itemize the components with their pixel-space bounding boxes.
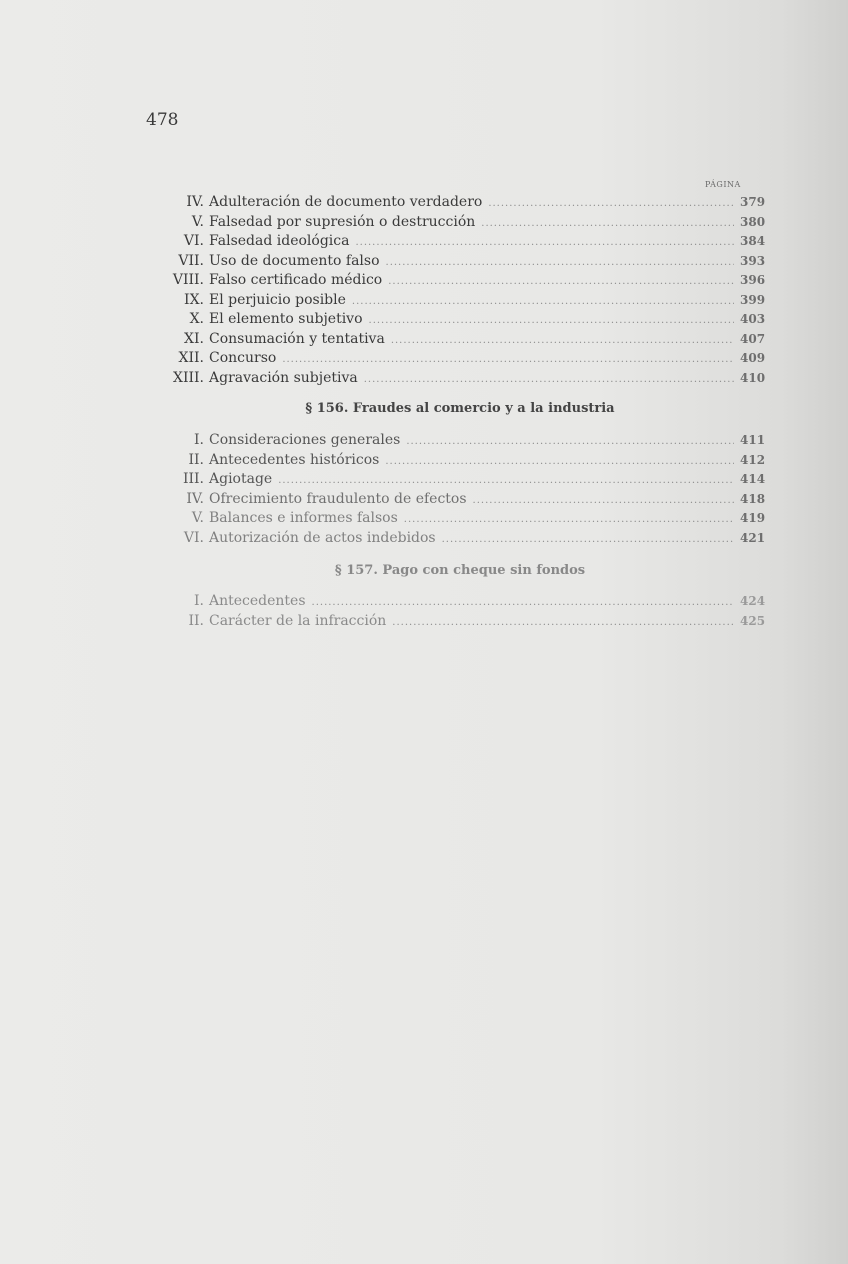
entry-title: Ofrecimiento fraudulento de efectos bbox=[209, 490, 467, 507]
toc-entry bbox=[150, 369, 770, 389]
entry-page-number: 412 bbox=[740, 452, 766, 467]
entry-page-number: 410 bbox=[740, 370, 766, 385]
toc-entry bbox=[150, 509, 770, 529]
toc-list bbox=[150, 193, 770, 388]
entry-title: El elemento subjetivo bbox=[209, 311, 363, 327]
toc-entry bbox=[150, 490, 770, 510]
entry-page-number: 379 bbox=[740, 195, 766, 209]
entry-number: I. bbox=[194, 432, 204, 448]
toc-entry bbox=[150, 612, 770, 632]
entry-title: Falsedad ideológica bbox=[209, 233, 350, 249]
entry-page-number: 425 bbox=[740, 613, 766, 628]
dot-leader bbox=[406, 432, 734, 452]
entry-title: Falso certificado médico bbox=[209, 272, 383, 288]
dot-leader bbox=[312, 593, 734, 613]
entry-number: IX. bbox=[184, 291, 204, 308]
entry-title: Concurso bbox=[209, 350, 277, 366]
entry-number: V. bbox=[191, 510, 204, 526]
section-heading-157: § 157. Pago con cheque sin fondos bbox=[334, 563, 586, 578]
entry-number: VII. bbox=[178, 252, 204, 269]
entry-number: II. bbox=[188, 612, 204, 629]
toc-entry bbox=[150, 271, 770, 291]
dot-leader bbox=[364, 370, 734, 390]
entry-title: El perjuicio posible bbox=[209, 291, 346, 308]
entry-title: Adulteración de documento verdadero bbox=[209, 194, 483, 210]
dot-leader bbox=[392, 613, 734, 633]
dot-leader bbox=[488, 194, 734, 214]
entry-number: III. bbox=[182, 471, 204, 487]
entry-number: VI. bbox=[183, 233, 204, 249]
toc-entry bbox=[150, 470, 770, 490]
entry-page-number: 399 bbox=[740, 292, 766, 307]
entry-number: V. bbox=[191, 213, 204, 230]
entry-number: XII. bbox=[178, 350, 204, 366]
entry-page-number: 396 bbox=[740, 273, 766, 287]
entry-title: Balances e informes falsos bbox=[209, 510, 398, 526]
entry-page-number: 384 bbox=[740, 234, 766, 248]
entry-title: Antecedentes bbox=[209, 593, 306, 609]
dot-leader bbox=[391, 331, 734, 351]
toc-entry bbox=[150, 213, 770, 233]
toc-list bbox=[150, 431, 770, 548]
entry-title: Agravación subjetiva bbox=[209, 369, 358, 386]
dot-leader bbox=[385, 452, 734, 472]
entry-number: I. bbox=[194, 593, 204, 609]
toc-entry bbox=[150, 252, 770, 272]
section-heading-156: § 156. Fraudes al comercio y a la industria bbox=[305, 401, 615, 416]
entry-title: Falsedad por supresión o destrucción bbox=[209, 213, 476, 230]
entry-page-number: 418 bbox=[740, 491, 766, 506]
entry-title: Autorización de actos indebidos bbox=[209, 529, 436, 546]
dot-leader bbox=[369, 311, 734, 331]
dot-leader bbox=[352, 292, 734, 312]
dot-leader bbox=[355, 233, 734, 253]
toc-entry bbox=[150, 529, 770, 549]
entry-title: Consideraciones generales bbox=[209, 432, 401, 448]
toc-entry bbox=[150, 451, 770, 471]
entry-page-number: 419 bbox=[740, 511, 766, 525]
entry-page-number: 409 bbox=[740, 351, 766, 365]
toc-list bbox=[150, 592, 770, 631]
toc-entry bbox=[150, 592, 770, 612]
dot-leader bbox=[282, 350, 734, 370]
dot-leader bbox=[481, 214, 734, 234]
entry-page-number: 414 bbox=[740, 472, 766, 486]
entry-page-number: 421 bbox=[740, 530, 766, 545]
entry-page-number: 403 bbox=[740, 312, 766, 326]
toc-entry bbox=[150, 330, 770, 350]
entry-title: Consumación y tentativa bbox=[209, 330, 385, 347]
dot-leader bbox=[404, 510, 734, 530]
entry-title: Agiotage bbox=[209, 471, 273, 487]
entry-title: Uso de documento falso bbox=[209, 252, 380, 269]
entry-number: XIII. bbox=[172, 369, 204, 386]
toc-entry bbox=[150, 310, 770, 330]
toc-entry bbox=[150, 232, 770, 252]
entry-number: XI. bbox=[184, 330, 204, 347]
entry-page-number: 380 bbox=[740, 214, 766, 229]
entry-page-number: 407 bbox=[740, 331, 766, 346]
toc-entry bbox=[150, 349, 770, 369]
entry-number: VI. bbox=[183, 529, 204, 546]
entry-number: IV. bbox=[186, 194, 204, 210]
entry-number: X. bbox=[189, 311, 204, 327]
entry-number: II. bbox=[188, 451, 204, 468]
dot-leader bbox=[442, 530, 734, 550]
dot-leader bbox=[278, 471, 734, 491]
dot-leader bbox=[473, 491, 734, 511]
page-number: 478 bbox=[146, 110, 179, 130]
entry-page-number: 424 bbox=[740, 594, 766, 608]
dot-leader bbox=[388, 272, 734, 292]
entry-number: VIII. bbox=[172, 272, 204, 288]
entry-number: IV. bbox=[186, 490, 204, 507]
entry-title: Antecedentes históricos bbox=[209, 451, 380, 468]
entry-page-number: 411 bbox=[740, 433, 766, 447]
toc-entry bbox=[150, 431, 770, 451]
entry-title: Carácter de la infracción bbox=[209, 612, 387, 629]
entry-page-number: 393 bbox=[740, 253, 766, 268]
toc-entry bbox=[150, 193, 770, 213]
toc-entry bbox=[150, 291, 770, 311]
page-column-header: PÁGINA bbox=[705, 180, 741, 189]
dot-leader bbox=[386, 253, 734, 273]
